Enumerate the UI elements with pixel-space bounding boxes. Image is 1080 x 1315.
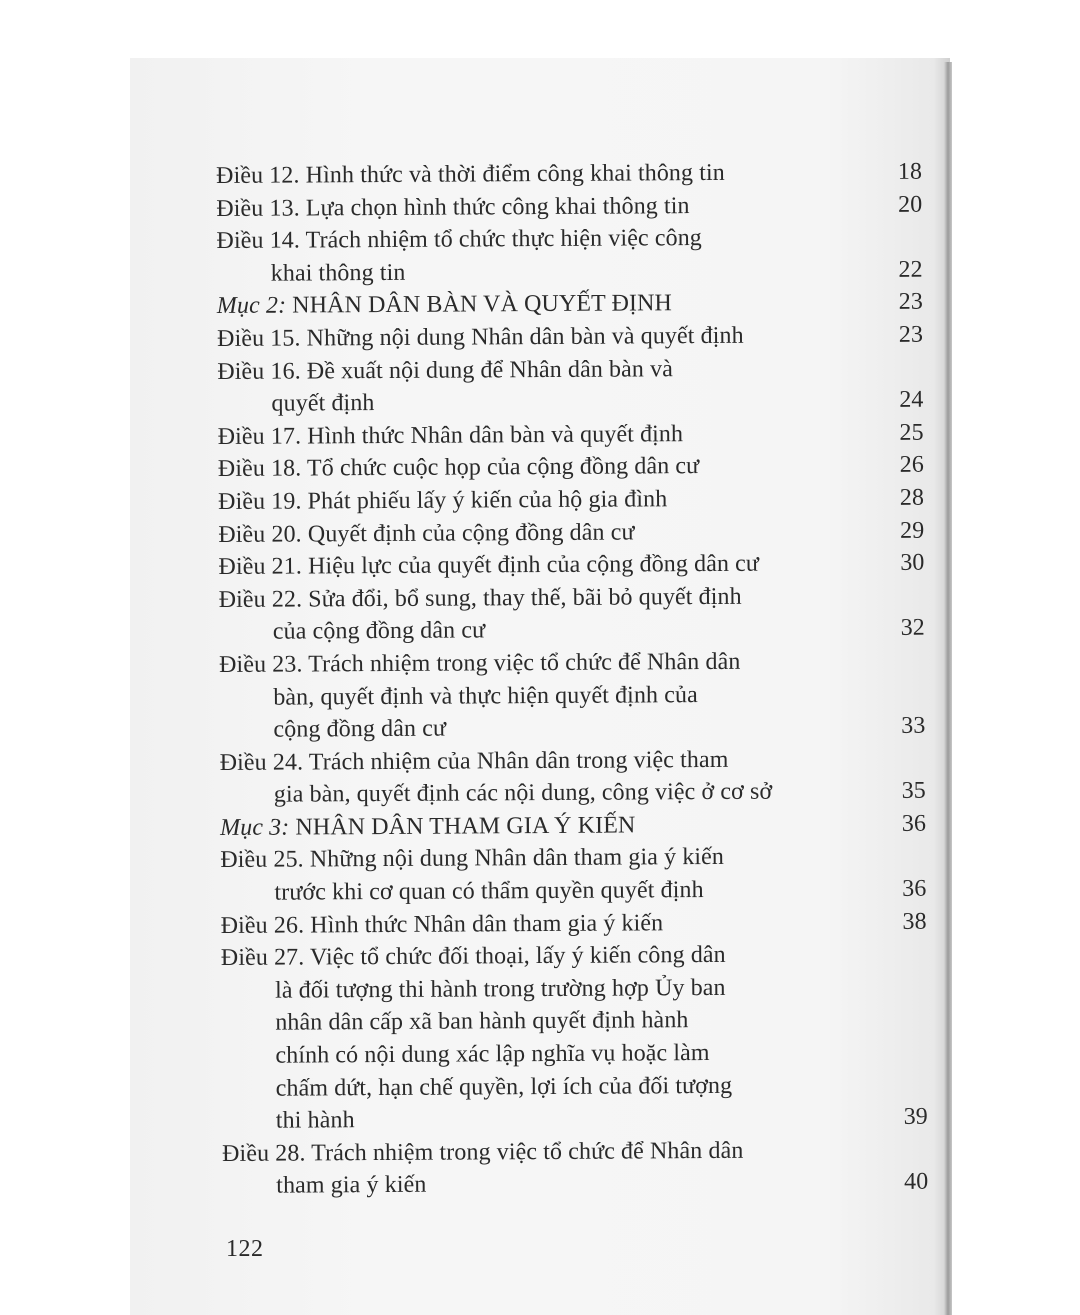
toc-line: chính có nội dung xác lập nghĩa vụ hoặc làm <box>275 1040 710 1069</box>
toc-entry-text <box>218 547 834 583</box>
toc-line: Điều 12. Hình thức và thời điểm công khai thông tin <box>216 159 725 189</box>
toc-line: quyết định <box>271 390 375 417</box>
toc-entry-text <box>216 221 832 290</box>
toc-line: là đối tượng thi hành trong trường hợp Ủy ban <box>274 974 726 1004</box>
toc-entry-text <box>218 450 834 486</box>
toc-page-number: 40 <box>903 1169 929 1196</box>
toc-page-number: 25 <box>899 419 924 446</box>
toc-line: chấm dứt, hạn chế quyền, lợi ích của đối tượng <box>275 1072 733 1102</box>
toc-page-number: 35 <box>901 777 926 805</box>
toc-entry-text <box>219 645 836 747</box>
toc-line: Điều 16. Đề xuất nội dung để Nhân dân bàn và <box>217 355 673 385</box>
toc-entry <box>222 1133 928 1202</box>
toc-section-heading <box>220 808 926 845</box>
toc-line: khai thông tin <box>270 259 406 287</box>
toc-entry <box>217 351 923 420</box>
toc-entry <box>219 645 926 747</box>
toc-entry <box>220 742 926 811</box>
toc-line: thi hành <box>275 1107 355 1134</box>
toc-line: Điều 27. Việc tổ chức đối thoại, lấy ý kiến công dân <box>220 942 726 972</box>
toc-line <box>220 808 836 844</box>
toc-entry-text <box>218 417 834 453</box>
toc-line: Điều 23. Trách nhiệm trong việc tổ chức để Nhân dân <box>219 648 741 678</box>
toc-page-number: 36 <box>902 875 927 902</box>
section-label: Mục 3: <box>220 814 290 841</box>
toc-section-heading <box>217 286 923 323</box>
toc-entry <box>216 188 922 225</box>
section-label: Mục 2: <box>216 292 287 320</box>
toc-line: Điều 28. Trách nhiệm trong việc tổ chức để Nhân dân <box>221 1137 744 1167</box>
toc-entry <box>219 579 925 648</box>
toc-entry-text <box>220 841 836 910</box>
toc-line: của cộng đồng dân cư <box>272 617 486 645</box>
toc-line <box>217 287 833 323</box>
toc-entry <box>218 416 924 453</box>
toc-page-number: 29 <box>899 517 925 544</box>
toc-line: Điều 19. Phát phiếu lấy ý kiến của hộ gia đình <box>218 486 668 515</box>
toc-page-number: 30 <box>900 549 925 576</box>
toc-page-number: 39 <box>903 1103 928 1131</box>
toc-line: gia bàn, quyết định các nội dung, công việc ở cơ sở <box>273 778 773 808</box>
toc-entry <box>221 938 928 1138</box>
page-number: 122 <box>226 1236 264 1262</box>
toc-line: Điều 20. Quyết định của cộng đồng dân cư <box>218 518 635 548</box>
toc-line: trước khi cơ quan có thẩm quyền quyết định <box>274 877 704 906</box>
toc-entry <box>217 319 923 356</box>
toc-page-number: 28 <box>899 484 925 511</box>
toc-line: Điều 13. Lựa chọn hình thức công khai thông tin <box>216 192 690 222</box>
toc-entry <box>216 156 922 193</box>
toc-entry <box>218 449 924 486</box>
toc-entry <box>220 840 926 909</box>
toc-entry-text <box>217 352 833 421</box>
toc-page-number: 23 <box>898 289 923 316</box>
toc-line: Điều 24. Trách nhiệm của Nhân dân trong việc tham <box>219 746 729 776</box>
section-title: NHÂN DÂN BÀN VÀ QUYẾT ĐỊNH <box>292 290 673 319</box>
toc-entry-text <box>221 938 838 1137</box>
toc-entry-text <box>222 1134 838 1203</box>
toc-entry-text <box>220 743 836 812</box>
toc-page-number: 24 <box>899 386 924 413</box>
toc-line: Điều 18. Tổ chức cuộc họp của cộng đồng dân cư <box>217 453 700 483</box>
toc-entry-text <box>217 319 833 355</box>
toc-entry-text <box>216 189 832 225</box>
toc-page-number: 32 <box>900 614 925 642</box>
section-title: NHÂN DÂN THAM GIA Ý KIẾN <box>295 812 636 841</box>
toc-page-number: 36 <box>901 810 927 837</box>
toc-entry-text <box>218 515 834 551</box>
toc-page-number: 22 <box>898 256 923 283</box>
toc-line: Điều 15. Những nội dung Nhân dân bàn và quyết định <box>217 322 744 352</box>
toc-page-number: 18 <box>897 158 923 185</box>
toc-line: nhân dân cấp xã ban hành quyết định hành <box>275 1007 689 1037</box>
toc-line: Điều 21. Hiệu lực của quyết định của cộng đồng dân cư <box>218 550 760 581</box>
toc-line: Điều 25. Những nội dung Nhân dân tham gia ý kiến <box>220 844 725 874</box>
toc-entry <box>218 482 924 519</box>
toc-page-number: 33 <box>901 712 926 739</box>
toc-line: bàn, quyết định và thực hiện quyết định của <box>273 681 698 711</box>
toc-entry-text <box>220 808 836 844</box>
toc-entry <box>218 514 924 551</box>
toc-line: Điều 17. Hình thức Nhân dân bàn và quyết định <box>217 420 684 450</box>
toc-line: cộng đồng dân cư <box>273 715 447 743</box>
toc-entry-text <box>221 906 837 942</box>
toc-entry <box>218 547 924 584</box>
toc-line: Điều 14. Trách nhiệm tổ chức thực hiện việc công <box>216 225 702 255</box>
toc-page-number: 23 <box>898 321 924 348</box>
toc-line: Điều 22. Sửa đổi, bổ sung, thay thế, bãi bỏ quyết định <box>218 583 742 613</box>
toc-entry <box>221 905 927 942</box>
toc-entry-text <box>217 287 833 323</box>
toc-entry <box>216 221 922 290</box>
toc-page-number: 20 <box>898 191 923 218</box>
toc-page-number: 38 <box>902 908 927 935</box>
toc-line: Điều 26. Hình thức Nhân dân tham gia ý kiến <box>220 909 664 939</box>
toc-line: tham gia ý kiến <box>276 1172 427 1200</box>
page-edge <box>944 62 952 1315</box>
toc-entry-text <box>216 156 832 192</box>
toc-page-number: 26 <box>899 452 924 479</box>
toc-entry-text <box>218 482 834 518</box>
table-of-contents <box>216 156 928 1203</box>
toc-entry-text <box>219 580 835 649</box>
